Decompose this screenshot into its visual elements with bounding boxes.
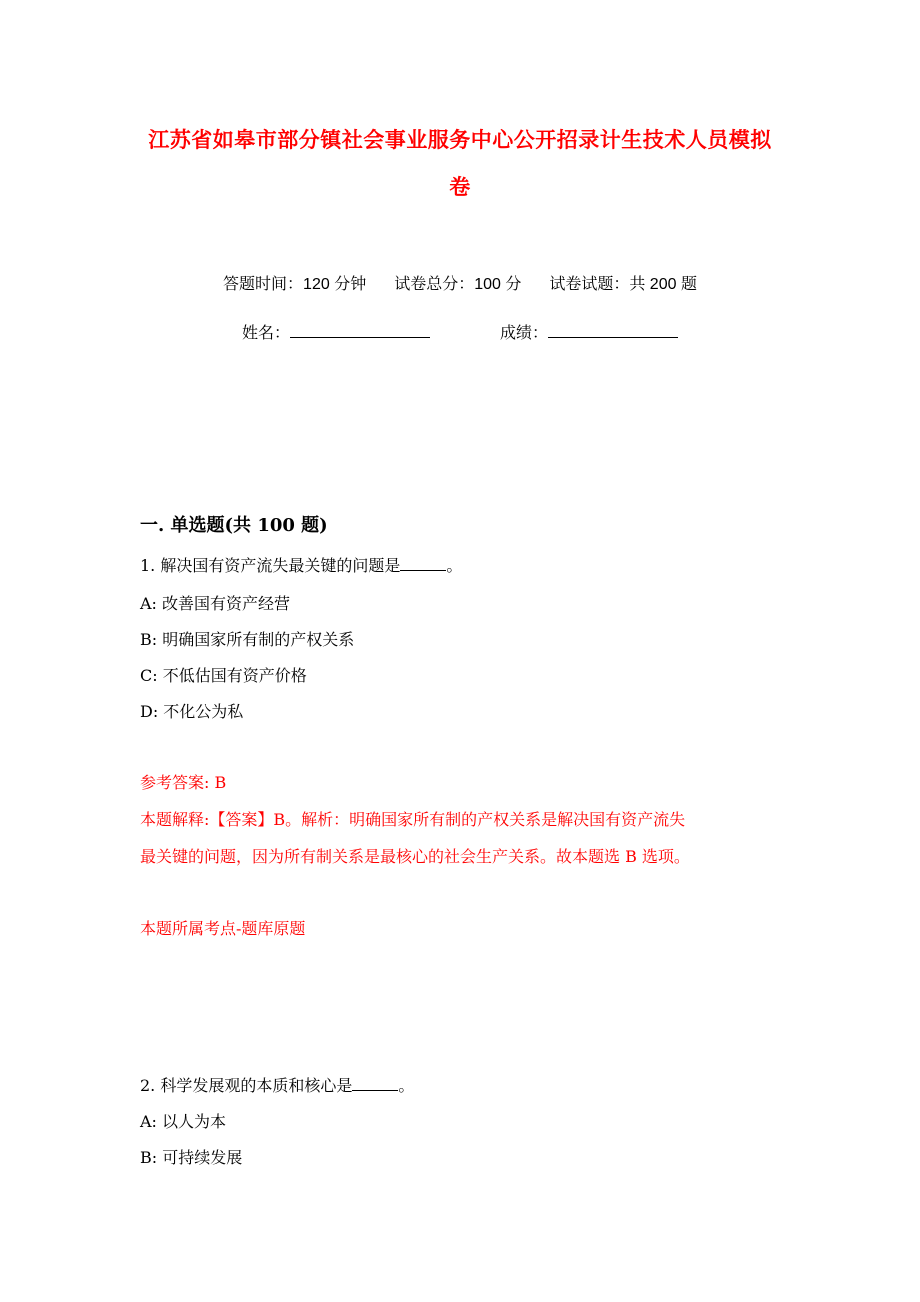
document-title-line2: 卷 bbox=[449, 175, 471, 199]
exam-question-count: 试卷试题：共 200 题 bbox=[549, 276, 697, 293]
question-2-option-a: A: 以人为本 bbox=[140, 1112, 227, 1131]
candidate-info-row bbox=[0, 320, 920, 343]
question-1-explanation-line2: 最关键的问题，因为所有制关系是最核心的社会生产关系。故本题选 B 选项。 bbox=[140, 847, 690, 866]
question-1-option-c: C: 不低估国有资产价格 bbox=[140, 666, 307, 685]
exam-info-row bbox=[0, 271, 920, 294]
exam-time: 答题时间：120 分钟 bbox=[223, 276, 367, 293]
answer-blank bbox=[400, 556, 446, 571]
question-1-option-d: D: 不化公为私 bbox=[140, 702, 244, 721]
answer-blank bbox=[352, 1076, 398, 1091]
question-1-stem bbox=[140, 553, 462, 576]
score-label: 成绩： bbox=[500, 325, 549, 342]
name-label: 姓名： bbox=[241, 325, 290, 342]
question-stem-text: 1. 解决国有资产流失最关键的问题是 bbox=[140, 556, 401, 575]
document-title-line1: 江苏省如皋市部分镇社会事业服务中心公开招录计生技术人员模拟 bbox=[148, 128, 772, 152]
score-blank bbox=[548, 323, 678, 338]
question-1-topic: 本题所属考点-题库原题 bbox=[140, 919, 306, 938]
question-1-option-b: B: 明确国家所有制的产权关系 bbox=[140, 630, 355, 649]
question-stem-text: 2. 科学发展观的本质和核心是 bbox=[140, 1076, 353, 1095]
question-1-answer: 参考答案: B bbox=[140, 773, 227, 792]
question-stem-end: 。 bbox=[446, 556, 463, 575]
exam-total-score: 试卷总分：100 分 bbox=[394, 276, 522, 293]
question-2-stem bbox=[140, 1073, 414, 1096]
name-blank bbox=[290, 323, 430, 338]
section-heading: 一. 单选题(共 100 题) bbox=[140, 515, 328, 536]
question-stem-end: 。 bbox=[398, 1076, 415, 1095]
question-1-option-a: A: 改善国有资产经营 bbox=[140, 594, 291, 613]
question-2-option-b: B: 可持续发展 bbox=[140, 1148, 243, 1167]
question-1-explanation-line1: 本题解释:【答案】B。解析：明确国家所有制的产权关系是解决国有资产流失 bbox=[140, 810, 686, 829]
